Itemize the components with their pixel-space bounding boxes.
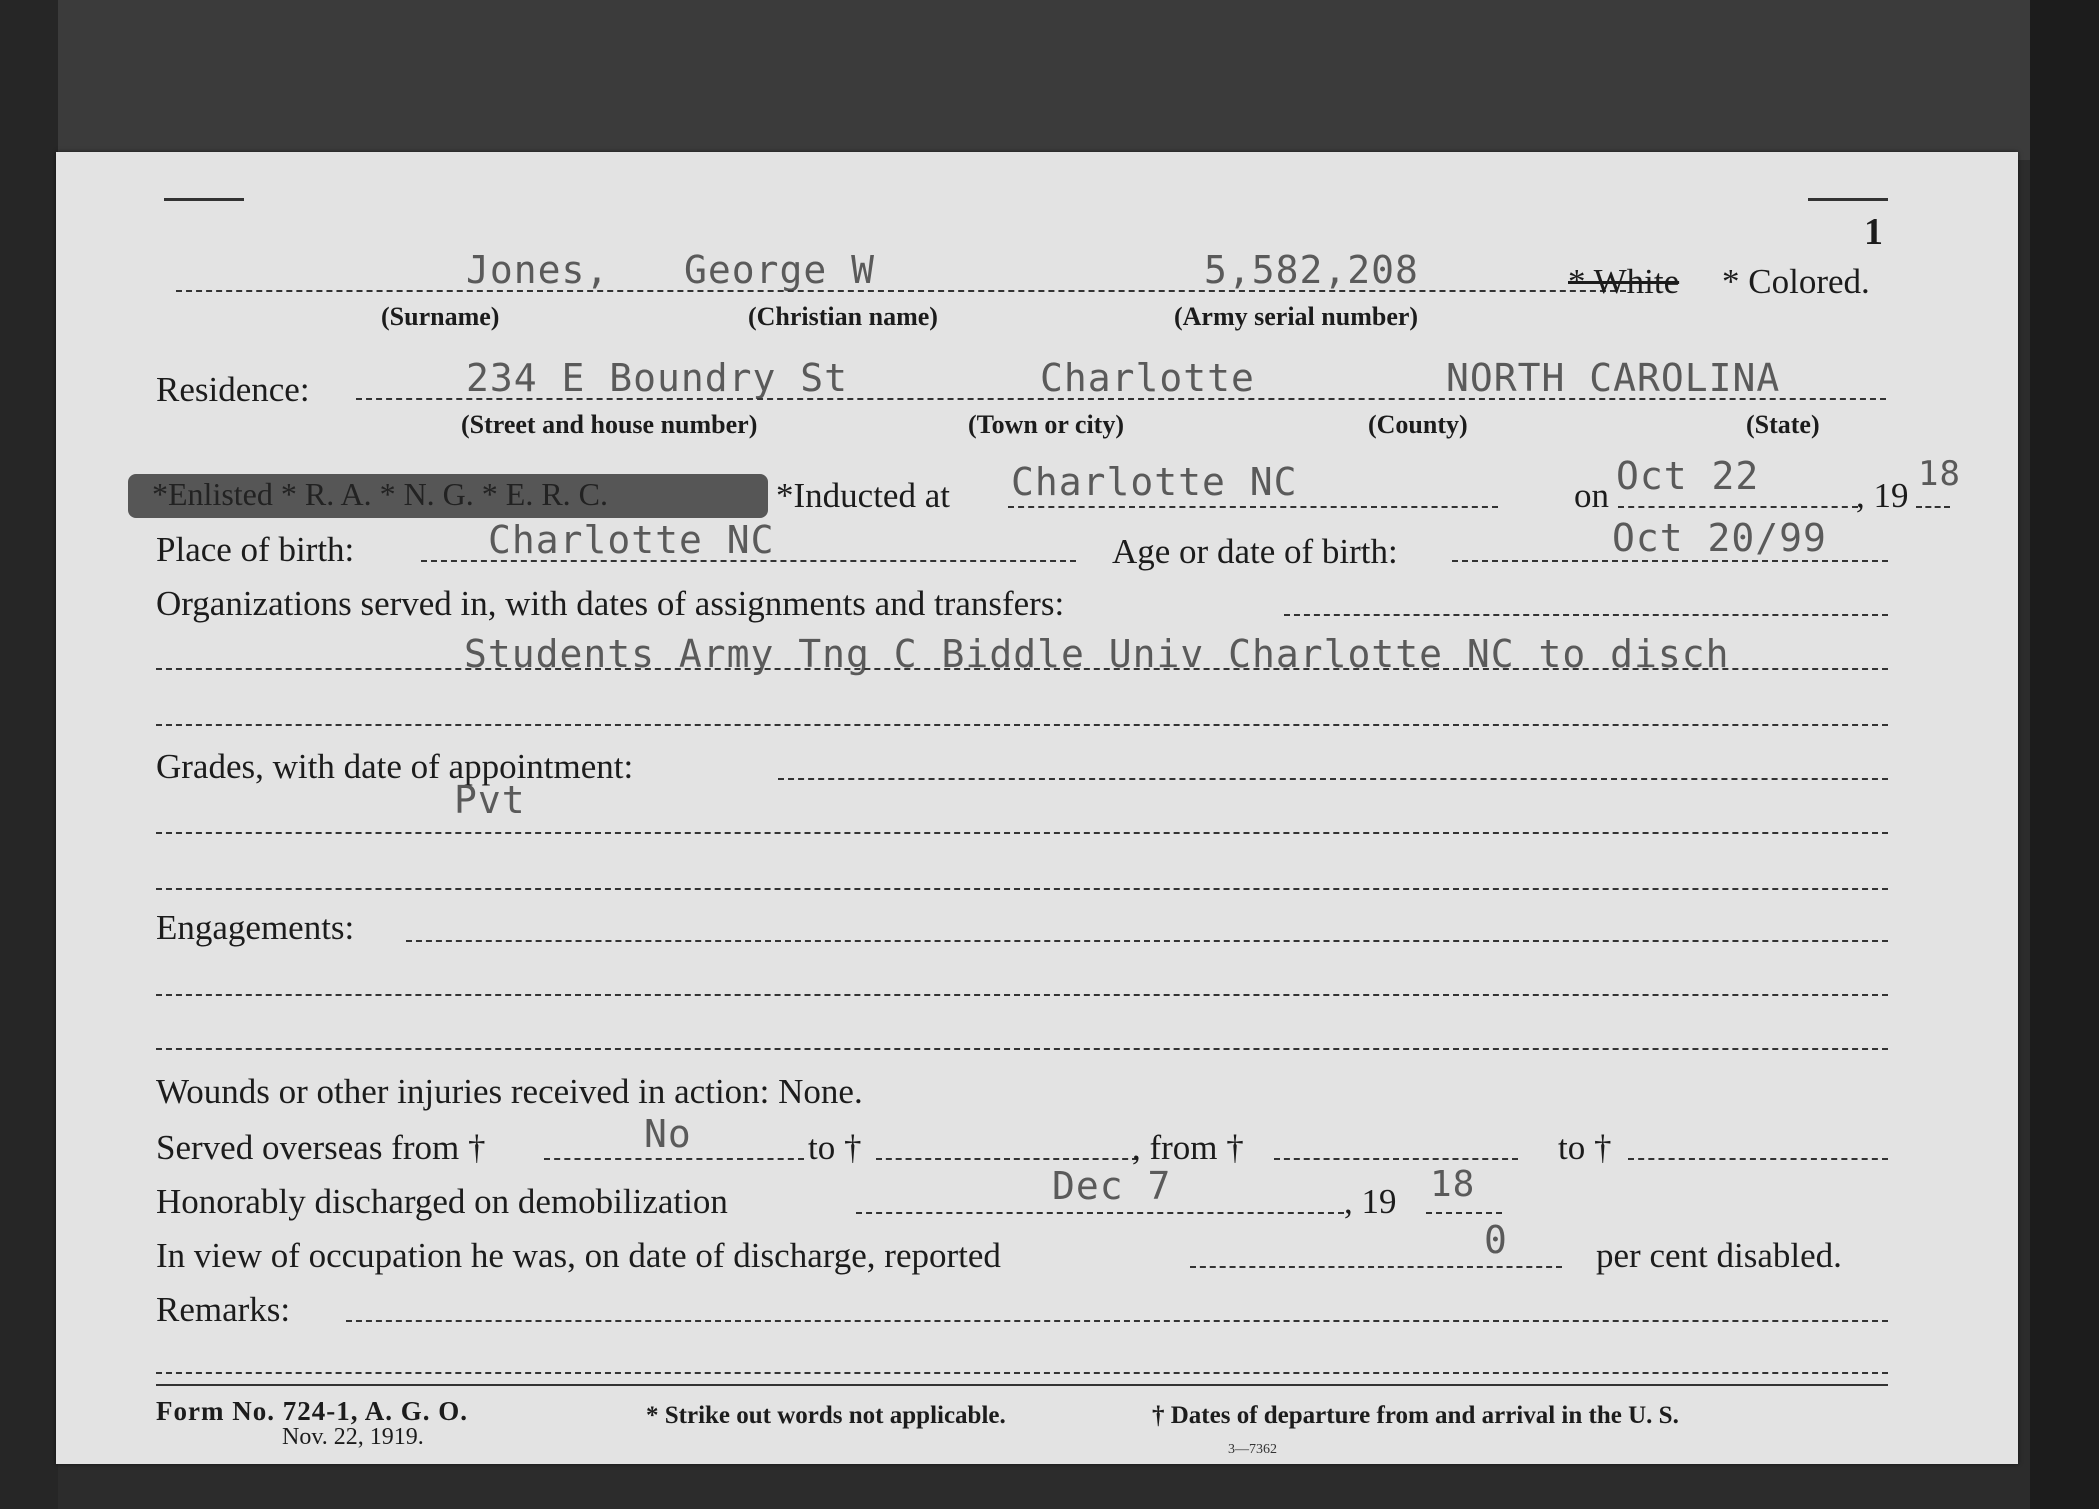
state-caption: (State) [1746, 410, 1820, 439]
surname-value: Jones, [466, 248, 610, 292]
christian-name-caption: (Christian name) [748, 302, 938, 331]
residence-label: Residence: [156, 370, 310, 409]
organizations-label: Organizations served in, with dates of assignments and transfers: [156, 584, 1065, 623]
remarks-line-1 [346, 1320, 1888, 1322]
print-code: 3—7362 [1228, 1442, 1277, 1457]
birth-date-label: Age or date of birth: [1112, 532, 1398, 571]
corner-rule-left [164, 198, 244, 201]
discharge-date-value: Dec 7 [1052, 1164, 1172, 1208]
background-top [0, 0, 2099, 160]
street-caption: (Street and house number) [461, 410, 758, 439]
name-line [176, 290, 1626, 292]
discharge-year-line [1426, 1212, 1502, 1214]
birth-place-label: Place of birth: [156, 530, 355, 569]
inducted-place-value: Charlotte NC [1011, 460, 1298, 504]
grades-label: Grades, with date of appointment: [156, 747, 634, 786]
corner-rule-right [1808, 198, 1888, 201]
disability-suffix: per cent disabled. [1596, 1236, 1842, 1275]
remarks-label: Remarks: [156, 1290, 291, 1329]
footer-rule [156, 1384, 1888, 1386]
grades-value: Pvt [454, 778, 526, 822]
inducted-on-label: on [1574, 476, 1609, 515]
page-number: 1 [1864, 211, 1883, 253]
engagements-line-3 [156, 1048, 1888, 1050]
serial-number-caption: (Army serial number) [1174, 302, 1419, 331]
engagements-label: Engagements: [156, 908, 355, 947]
race-white-struck: * White [1568, 262, 1680, 301]
birth-place-line [421, 560, 1076, 562]
disability-value: 0 [1484, 1218, 1508, 1262]
overseas-to-label: to † [808, 1128, 862, 1167]
enlisted-options: *Enlisted * R. A. * N. G. * E. R. C. [152, 476, 609, 512]
discharge-year-value: 18 [1430, 1164, 1476, 1205]
engagements-line-2 [156, 994, 1888, 996]
dates-note: † Dates of departure from and arrival in the U. S. [1152, 1402, 1679, 1429]
overseas-from2-line [1274, 1158, 1518, 1160]
overseas-to2-line [1628, 1158, 1888, 1160]
overseas-to-line [876, 1158, 1138, 1160]
discharge-year-prefix: , 19 [1344, 1182, 1397, 1221]
overseas-from-value: No [644, 1112, 692, 1156]
surname-caption: (Surname) [381, 302, 500, 331]
disability-label: In view of occupation he was, on date of discharge, reported [156, 1236, 1001, 1275]
town-caption: (Town or city) [968, 410, 1124, 439]
form-number: Form No. 724-1, A. G. O. [156, 1396, 468, 1426]
organizations-line-3 [156, 724, 1888, 726]
organizations-line-1 [1284, 614, 1888, 616]
discharge-date-line [856, 1212, 1344, 1214]
inducted-year-prefix: , 19 [1856, 476, 1909, 515]
organizations-value: Students Army Tng C Biddle Univ Charlotte NC to disch [464, 632, 1730, 676]
wounds-statement: Wounds or other injuries received in action: None. [156, 1072, 863, 1111]
inducted-year-line [1916, 506, 1950, 508]
inducted-place-line [1008, 506, 1498, 508]
grades-line-3 [156, 888, 1888, 890]
overseas-to2-label: to † [1558, 1128, 1612, 1167]
service-record-card [56, 152, 2018, 1464]
overseas-from2-label: , from † [1132, 1128, 1244, 1167]
serial-number-value: 5,582,208 [1204, 248, 1419, 292]
background-right [2030, 0, 2099, 1509]
inducted-label: *Inducted at [776, 476, 950, 515]
engagements-line-1 [406, 940, 1888, 942]
organizations-line-2 [156, 668, 1888, 670]
christian-name-value: George W [684, 248, 876, 292]
birth-place-value: Charlotte NC [488, 518, 775, 562]
overseas-from-label: Served overseas from † [156, 1128, 486, 1167]
residence-town-value: Charlotte [1040, 356, 1255, 400]
background-left [0, 0, 58, 1509]
birth-date-line [1452, 560, 1888, 562]
county-caption: (County) [1368, 410, 1468, 439]
overseas-from-line [544, 1158, 804, 1160]
form-date: Nov. 22, 1919. [282, 1424, 424, 1450]
race-colored: * Colored. [1722, 262, 1870, 301]
inducted-year-value: 18 [1918, 454, 1961, 494]
residence-line [356, 398, 1886, 400]
grades-line-2 [156, 832, 1888, 834]
residence-street-value: 234 E Boundry St [466, 356, 849, 400]
discharge-label: Honorably discharged on demobilization [156, 1182, 728, 1221]
residence-state-value: NORTH CAROLINA [1446, 356, 1781, 400]
birth-date-value: Oct 20/99 [1612, 516, 1827, 560]
grades-line-1 [778, 778, 1888, 780]
remarks-line-2 [156, 1372, 1888, 1374]
inducted-date-line [1618, 506, 1858, 508]
strike-out-note: * Strike out words not applicable. [646, 1402, 1006, 1429]
inducted-date-value: Oct 22 [1616, 454, 1760, 498]
disability-line [1190, 1266, 1562, 1268]
